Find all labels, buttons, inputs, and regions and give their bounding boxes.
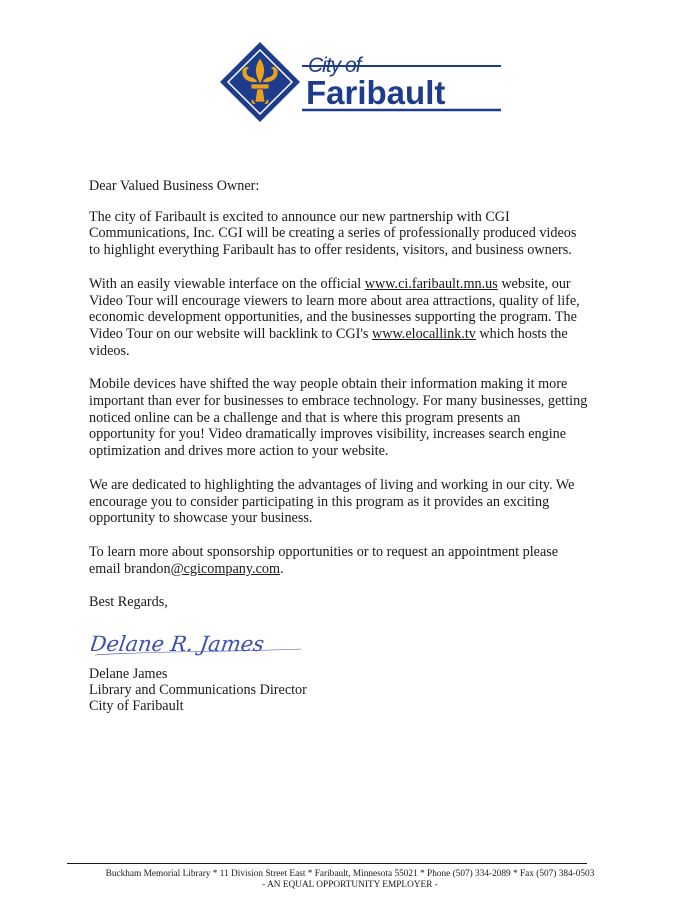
paragraph-mobile: Mobile devices have shifted the way people obtain their information making it more important than ever for businesses to embrace technology. For many businesses, getting noticed online can be a challenge and that is where this program presents an opportunity for you! Video dramatically improves visibility, increases search engine optimization and drives more action to your website. — [89, 376, 588, 460]
signer-organization: City of Faribault — [89, 697, 184, 714]
letter-body — [89, 178, 589, 714]
city-of-faribault-logo — [218, 40, 508, 125]
logo-faribault: Faribault — [306, 74, 446, 111]
elocallink-link[interactable]: www.elocallink.tv — [371, 325, 476, 342]
paragraph-video-tour — [89, 276, 589, 360]
logo-city-of: City of — [308, 54, 361, 77]
p5-text-a: To learn more about sponsorship opportunities or to request an appointment please email brandon — [89, 543, 559, 577]
signer-title: Library and Communications Director — [89, 681, 307, 698]
p2-text-c: which hosts the videos. — [89, 325, 568, 359]
p2-text-a: With an easily viewable interface on the official — [89, 275, 365, 292]
email-link[interactable]: @cgicompany.com — [170, 560, 281, 577]
p5-text-b: . — [280, 560, 284, 577]
paragraph-dedication: We are dedicated to highlighting the advantages of living and working in our city. We encourage you to consider participating in this program as it provides an exciting opportunity to showcase your business. — [89, 476, 575, 527]
footer-rule — [67, 863, 587, 864]
signer-name: Delane James — [89, 665, 168, 682]
footer-eoe: - AN EQUAL OPPORTUNITY EMPLOYER - — [262, 880, 438, 890]
paragraph-contact — [89, 544, 589, 577]
paragraph-intro: The city of Faribault is excited to announce our new partnership with CGI Communications, Inc. CGI will be creating a series of professionally produced videos to highlight everything Faribault has to offer residents, visitors, and business owners. — [89, 208, 577, 259]
handwritten-signature — [91, 621, 311, 661]
footer-address: Buckham Memorial Library * 11 Division Street East * Faribault, Minnesota 55021 * Phone (507) 334-2089 * Fax (507) 384-0503 — [105, 869, 595, 879]
svg-text:Delane R. James: Delane R. James — [91, 631, 266, 657]
p2-text-b: website, our Video Tour will encourage viewers to learn more about area attractions, quality of life, economic development opportunities, and the businesses supporting the program. The Video Tour on our website will backlink to CGI's — [89, 275, 580, 342]
salutation: Dear Valued Business Owner: — [89, 178, 260, 194]
closing: Best Regards, — [89, 594, 168, 611]
city-website-link[interactable]: www.ci.faribault.mn.us — [364, 275, 498, 292]
footer — [0, 869, 700, 891]
signature-block — [89, 666, 589, 714]
